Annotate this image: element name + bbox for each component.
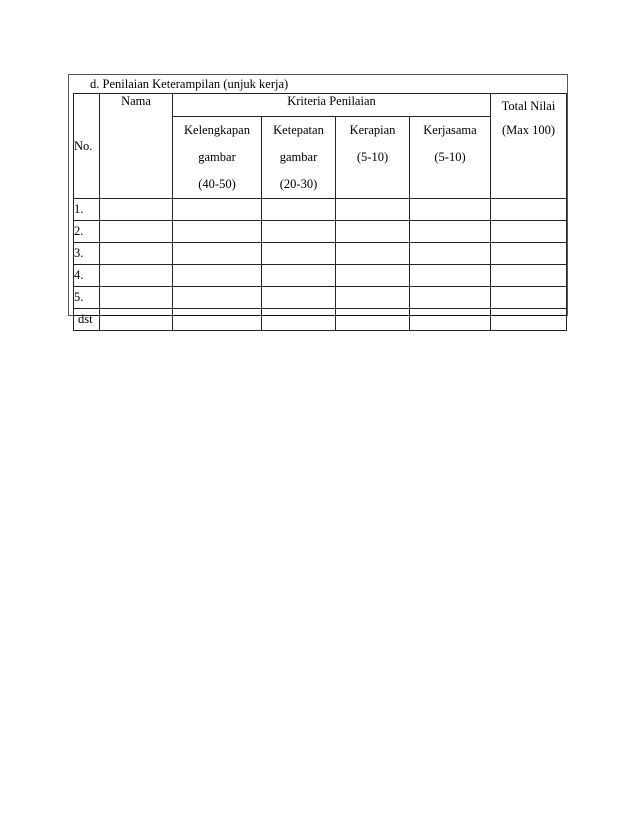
header-ketepatan-gambar	[262, 117, 336, 199]
kerjasama-line-1: Kerjasama	[423, 123, 477, 137]
cell-ketepatan	[262, 221, 336, 243]
cell-kerjasama	[410, 287, 491, 309]
cell-ketepatan	[262, 287, 336, 309]
section-title: d. Penilaian Keterampilan (unjuk kerja)	[90, 77, 289, 91]
cell-nama	[100, 287, 173, 309]
cell-kerjasama	[410, 265, 491, 287]
cell-kerjasama	[410, 221, 491, 243]
cell-kerjasama	[410, 199, 491, 221]
table-row	[74, 265, 567, 287]
cell-total	[491, 221, 567, 243]
header-kelengkapan-gambar	[173, 117, 262, 199]
cell-kelengkapan	[173, 199, 262, 221]
row-number: 5.	[74, 287, 100, 309]
table-bottom-rule	[73, 315, 566, 316]
row-number: 4.	[74, 265, 100, 287]
cell-kelengkapan	[173, 287, 262, 309]
cell-ketepatan	[262, 199, 336, 221]
cell-nama	[100, 243, 173, 265]
kerapian-line-2: (5-10)	[356, 150, 389, 164]
cell-kerapian	[336, 287, 410, 309]
cell-nama	[100, 265, 173, 287]
cell-kerapian	[336, 221, 410, 243]
header-kriteria-penilaian: Kriteria Penilaian	[173, 94, 491, 117]
ketepatan-line-3: (20-30)	[279, 177, 318, 191]
table-row	[74, 309, 567, 331]
cell-total	[491, 199, 567, 221]
header-kerapian	[336, 117, 410, 199]
cell-nama	[100, 309, 173, 331]
cell-kerapian	[336, 199, 410, 221]
cell-total	[491, 309, 567, 331]
assessment-table	[73, 93, 567, 331]
cell-kelengkapan	[173, 265, 262, 287]
cell-kelengkapan	[173, 243, 262, 265]
table-row	[74, 199, 567, 221]
header-total-nilai	[491, 94, 567, 199]
total-line-2: (Max 100)	[501, 123, 556, 137]
kerjasama-line-2: (5-10)	[434, 150, 466, 164]
cell-kelengkapan	[173, 221, 262, 243]
cell-kerjasama	[410, 243, 491, 265]
row-number: 1.	[74, 199, 100, 221]
row-number: dst	[74, 309, 100, 331]
cell-kelengkapan	[173, 309, 262, 331]
header-nama: Nama	[100, 94, 173, 199]
cell-total	[491, 265, 567, 287]
total-line-1: Total Nilai	[501, 99, 556, 113]
header-no: No.	[74, 94, 100, 199]
cell-kerapian	[336, 265, 410, 287]
ketepatan-line-1: Ketepatan	[273, 123, 324, 137]
cell-nama	[100, 221, 173, 243]
cell-total	[491, 243, 567, 265]
row-number: 2.	[74, 221, 100, 243]
cell-kerapian	[336, 309, 410, 331]
table-row	[74, 221, 567, 243]
ketepatan-line-2: gambar	[279, 150, 318, 164]
cell-ketepatan	[262, 243, 336, 265]
kelengkapan-line-2: gambar	[198, 150, 236, 164]
table-row	[74, 287, 567, 309]
row-number: 3.	[74, 243, 100, 265]
cell-kerapian	[336, 243, 410, 265]
cell-ketepatan	[262, 309, 336, 331]
cell-nama	[100, 199, 173, 221]
header-row-1	[74, 94, 567, 117]
kelengkapan-line-1: Kelengkapan	[184, 123, 250, 137]
table-row	[74, 243, 567, 265]
header-kerjasama	[410, 117, 491, 199]
cell-total	[491, 287, 567, 309]
cell-kerjasama	[410, 309, 491, 331]
cell-ketepatan	[262, 265, 336, 287]
kelengkapan-line-3: (40-50)	[198, 177, 236, 191]
kerapian-line-1: Kerapian	[349, 123, 396, 137]
